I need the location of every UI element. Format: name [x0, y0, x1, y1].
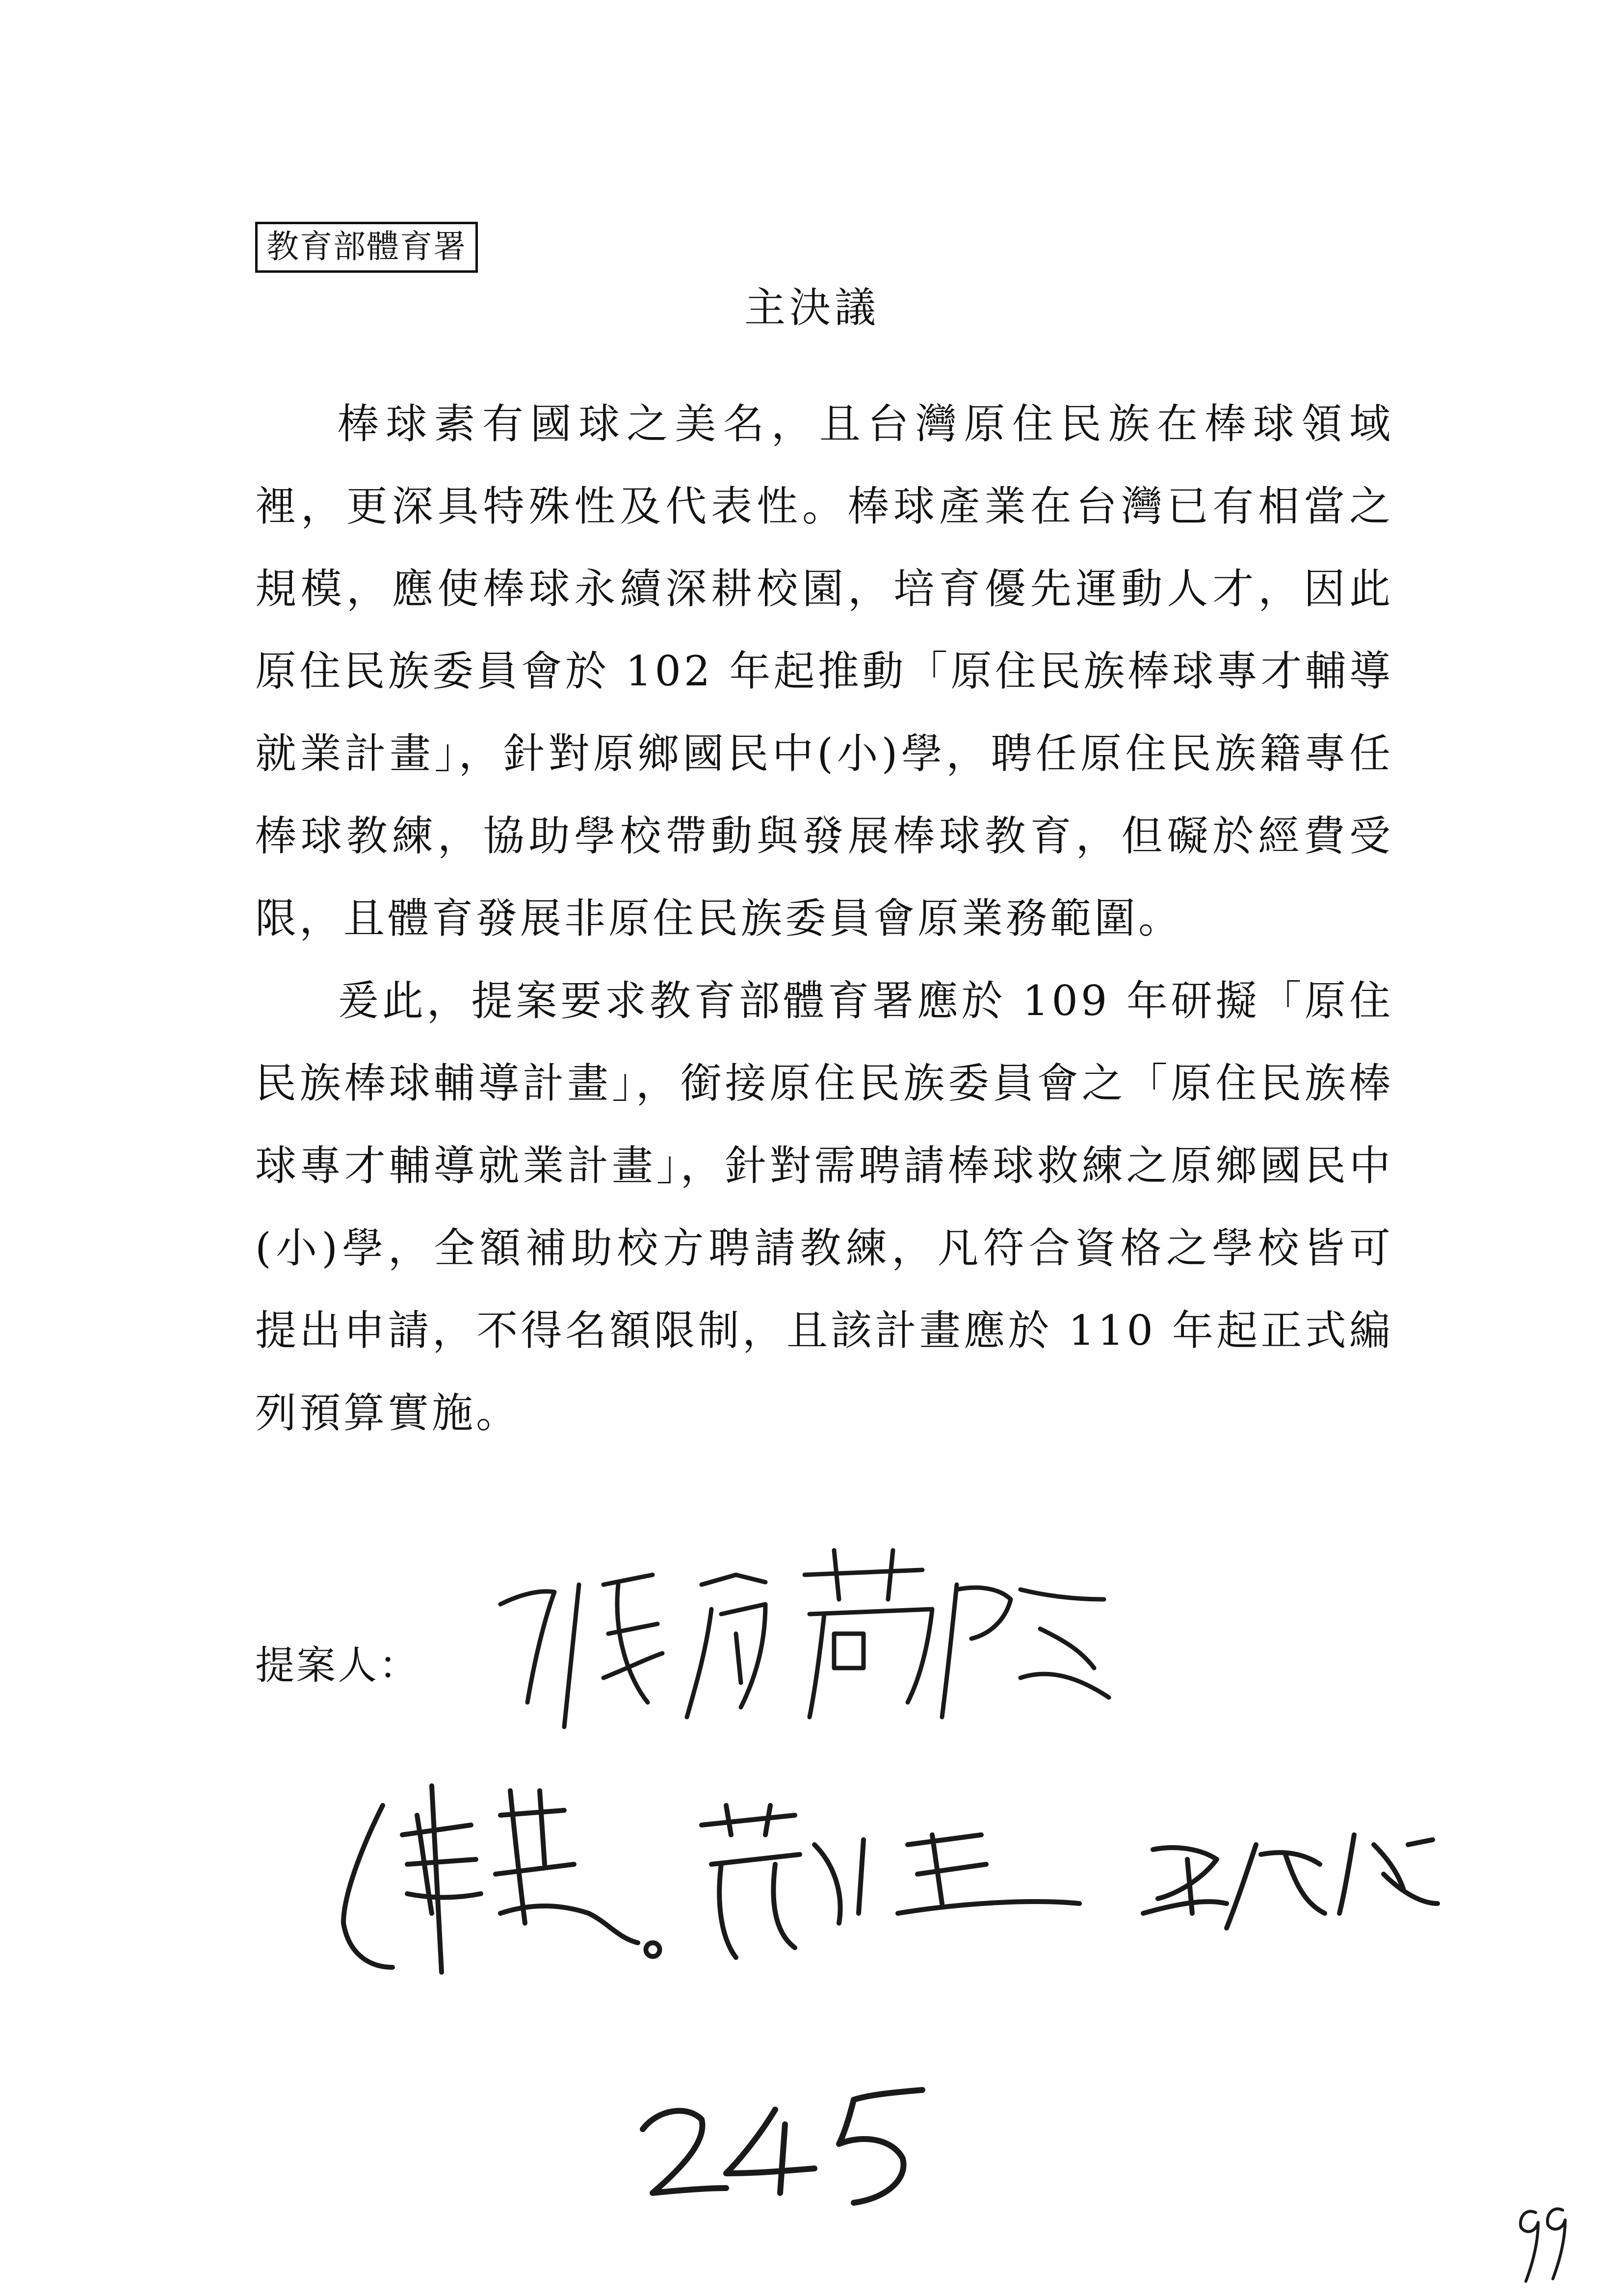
- paragraph-2: 爰此，提案要求教育部體育署應於 109 年研擬「原住民族棒球輔導計畫」，銜接原住民族委員會之「原住民族棒球專才輔導就業計畫」，針對需聘請棒球救練之原鄉國民中(小)學，全額補助校方聘請教練，凡符合資格之學校皆可提出申請，不得名額限制，且該計畫應於 110 年起正式編列預算實施。: [255, 977, 1393, 1437]
- handwritten-signature: [500, 1550, 1109, 1727]
- resolution-body: [255, 383, 1393, 1454]
- handwritten-signature: [343, 1786, 1438, 1972]
- page-number: [1520, 2209, 1565, 2281]
- document-title: 主決議: [744, 284, 880, 332]
- proposer-label: 提案人：: [255, 1643, 420, 1688]
- handwritten-number: [643, 2090, 922, 2203]
- agency-label: 教育部體育署: [255, 222, 478, 273]
- paragraph-1: 棒球素有國球之美名，且台灣原住民族在棒球領域裡，更深具特殊性及代表性。棒球產業在台灣已有相當之規模，應使棒球永續深耕校園，培育優先運動人才，因此原住民族委員會於 102 年起推動「原住民族棒球專才輔導就業計畫」，針對原鄉國民中(小)學，聘任原住民族籍專任棒球教練，協助學校帶動與發展棒球教育，但礙於經費受限，且體育發展非原住民族委員會原業務範圍。: [255, 400, 1393, 942]
